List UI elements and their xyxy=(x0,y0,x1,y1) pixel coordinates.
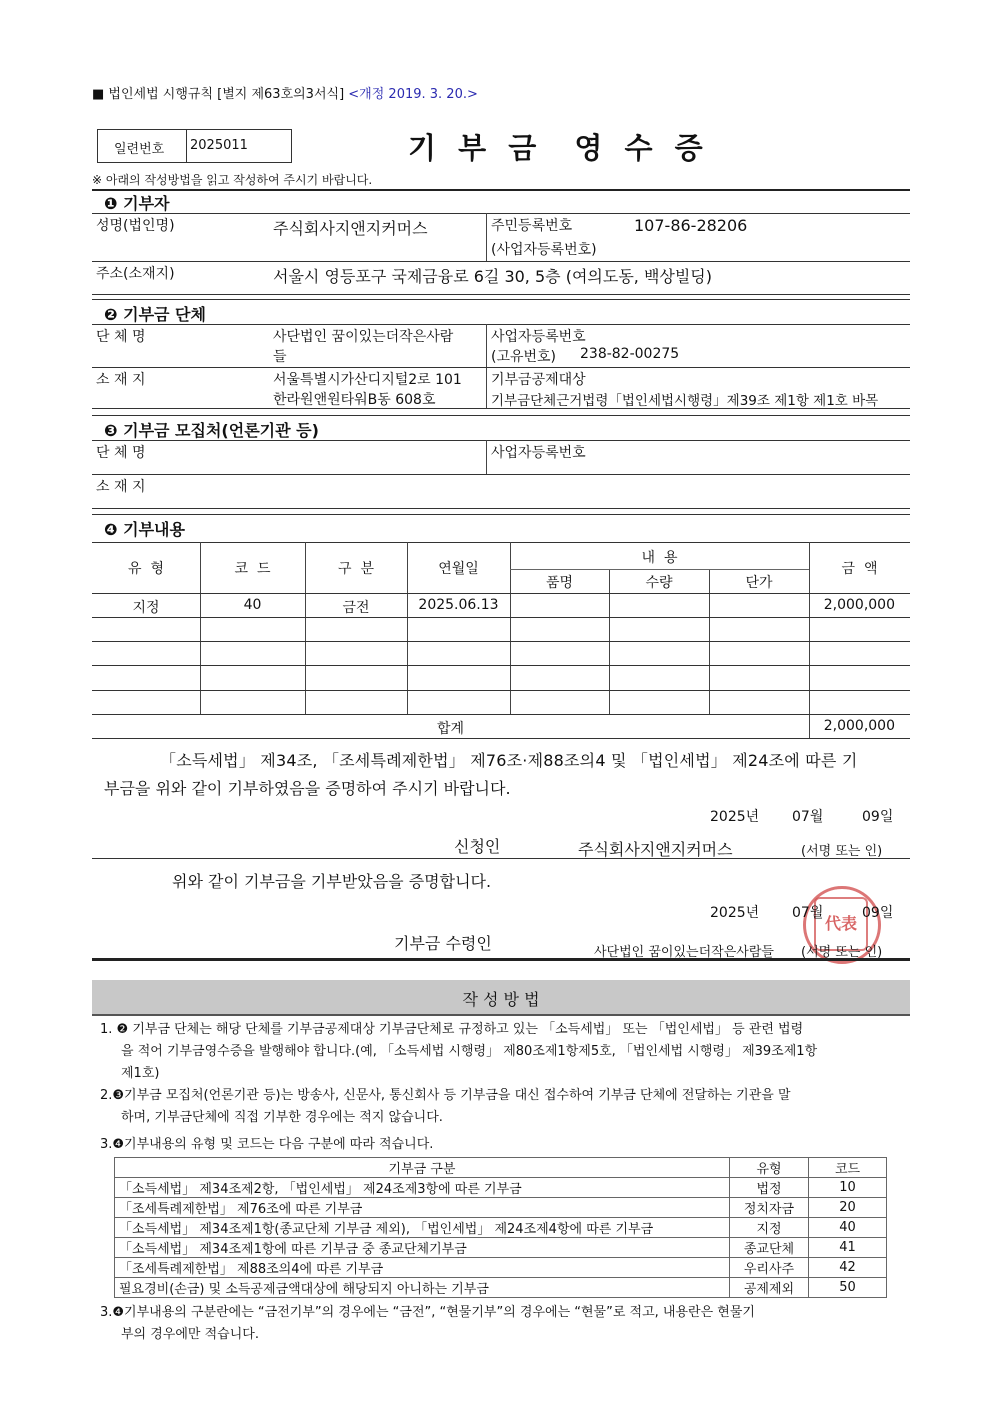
receive-month: 07월 xyxy=(792,905,824,921)
donor-address-label: 주소(소재지) xyxy=(96,266,175,282)
code-value: 42 xyxy=(809,1258,887,1278)
receiver-label: 기부금 수령인 xyxy=(394,934,492,953)
recruiter-name-label: 단 체 명 xyxy=(96,445,146,461)
form-reference: ■ 법인세법 시행규칙 [별지 제63호의3서식] <개정 2019. 3. 20.> xyxy=(92,87,478,102)
instruction-2-line1: 2.❸기부금 모집처(언론기관 등)는 방송사, 신문사, 통신회사 등 기부금을 대신 접수하여 기부금 단체에 전달하는 기관을 말 xyxy=(100,1088,791,1103)
code-value: 40 xyxy=(809,1218,887,1238)
org-name-line1: 사단법인 꿈이있는더작은사람 xyxy=(273,329,454,345)
instruction-4-line1: 3.❹기부내용의 구분란에는 “금전기부”의 경우에는 “금전”, “현물기부”의 경우에는 “현물”로 적고, 내용란은 현물기 xyxy=(100,1305,755,1320)
org-name-line2: 들 xyxy=(273,349,287,365)
code-value: 50 xyxy=(809,1278,887,1298)
instructions-title: 작 성 방 법 xyxy=(462,990,540,1009)
code-desc: 「조세특례제한법」 제88조의4에 따른 기부금 xyxy=(115,1258,730,1278)
receive-year: 2025년 xyxy=(710,905,760,921)
code-type: 정치자금 xyxy=(730,1198,809,1218)
apply-day: 09일 xyxy=(862,809,894,825)
cell-date: 2025.06.13 xyxy=(418,597,499,613)
code-desc: 「소득세법」 제34조제2항, 「법인세법」 제24조제3항에 따른 기부금 xyxy=(115,1178,730,1198)
declaration-line2: 부금을 위와 같이 기부하였음을 증명하여 주시기 바랍니다. xyxy=(104,779,511,798)
table-row xyxy=(115,1218,887,1238)
code-value: 41 xyxy=(809,1238,887,1258)
serial-label: 일련번호 xyxy=(114,142,165,157)
table-row xyxy=(115,1258,887,1278)
instruction-1-line1: 1. ❷ 기부금 단체는 해당 단체를 기부금공제대상 기부금단체로 규정하고 있는 「소득세법」 또는 「법인세법」 등 관련 법령 xyxy=(100,1022,804,1037)
total-label: 합계 xyxy=(436,721,465,737)
donor-address: 서울시 영등포구 국제금융로 6길 30, 5층 (여의도동, 백상빌딩) xyxy=(273,267,713,286)
apply-year: 2025년 xyxy=(710,809,760,825)
donor-id-sublabel: (사업자등록번호) xyxy=(491,242,597,258)
code-table-header: 코드 xyxy=(809,1158,887,1178)
col-code: 코 드 xyxy=(234,561,271,577)
table-row xyxy=(115,1238,887,1258)
col-type: 유 형 xyxy=(128,561,164,577)
donor-name-label: 성명(법인명) xyxy=(96,218,175,234)
donor-id-value: 107-86-28206 xyxy=(634,216,748,235)
seal-mark: 代表 xyxy=(814,897,868,951)
instruction-3-intro: 3.❹기부내용의 유형 및 코드는 다음 구분에 따라 적습니다. xyxy=(100,1137,434,1152)
code-type: 종교단체 xyxy=(730,1238,809,1258)
col-date: 연월일 xyxy=(438,561,479,577)
apply-month: 07월 xyxy=(792,809,824,825)
section-donor-title: ❶ 기부자 xyxy=(104,194,170,213)
code-type: 지정 xyxy=(730,1218,809,1238)
org-location-line1: 서울특별시가산디지털2로 101 xyxy=(273,372,462,388)
code-type: 우리사주 xyxy=(730,1258,809,1278)
section-recruiter-title: ❸ 기부금 모집처(언론기관 등) xyxy=(104,421,319,440)
org-name-label: 단 체 명 xyxy=(96,329,146,345)
donor-name: 주식회사지앤지커머스 xyxy=(273,219,428,238)
instruction-1-line2: 을 적어 기부금영수증을 발행해야 합니다.(예, 「소득세법 시행령」 제80조제1항제5호, 「법인세법 시행령」 제39조제1항 xyxy=(121,1044,818,1059)
code-type: 법정 xyxy=(730,1178,809,1198)
code-table-header: 기부금 구분 xyxy=(115,1158,730,1178)
instructions-header xyxy=(92,980,910,1016)
cell-category: 금전 xyxy=(342,600,370,616)
table-row xyxy=(115,1178,887,1198)
org-basis-text: 기부금단체근거법령「법인세법시행령」제39조 제1항 제1호 바목 xyxy=(491,393,879,409)
table-row xyxy=(115,1198,887,1218)
org-biz-value: 238-82-00275 xyxy=(580,346,680,362)
table-row xyxy=(115,1278,887,1298)
recruiter-location-label: 소 재 지 xyxy=(96,479,146,495)
org-biz-sublabel: (고유번호) xyxy=(491,349,557,365)
code-desc: 필요경비(손금) 및 소득공제금액대상에 해당되지 아니하는 기부금 xyxy=(115,1278,730,1298)
instruction-1-line3: 제1호) xyxy=(121,1066,160,1081)
receiver-name: 사단법인 꿈이있는더작은사람들 xyxy=(594,945,774,960)
declaration-line1: 「소득세법」 제34조, 「조세특례제한법」 제76조·제88조의4 및 「법인세법」 제24조에 따른 기 xyxy=(160,751,858,770)
col-category: 구 분 xyxy=(338,561,374,577)
org-location-label: 소 재 지 xyxy=(96,372,146,388)
applicant-sign: (서명 또는 인) xyxy=(801,844,883,859)
cell-type: 지정 xyxy=(132,600,160,616)
code-desc: 「소득세법」 제34조제1항에 따른 기부금 중 종교단체기부금 xyxy=(115,1238,730,1258)
receive-day: 09일 xyxy=(862,905,894,921)
instruction-4-line2: 부의 경우에만 적습니다. xyxy=(121,1327,259,1342)
cell-amount: 2,000,000 xyxy=(823,597,895,613)
col-amount: 금 액 xyxy=(841,561,878,577)
col-price: 단가 xyxy=(745,575,773,591)
cell-code: 40 xyxy=(243,597,262,613)
col-content: 내 용 xyxy=(641,550,678,566)
revision-note: <개정 2019. 3. 20.> xyxy=(348,87,478,102)
receiver-sign: (서명 또는 인) xyxy=(801,945,883,960)
donor-id-label: 주민등록번호 xyxy=(491,218,573,234)
serial-box xyxy=(97,129,292,163)
org-basis-label: 기부금공제대상 xyxy=(491,372,586,388)
document-title: 기 부 금 영 수 증 xyxy=(408,131,709,165)
notice-text: ※ 아래의 작성방법을 읽고 작성하여 주시기 바랍니다. xyxy=(92,173,373,187)
serial-value: 2025011 xyxy=(190,138,248,153)
applicant-name: 주식회사지앤지커머스 xyxy=(578,840,733,859)
section-donation-title: ❹ 기부내용 xyxy=(104,520,185,539)
code-table xyxy=(114,1157,887,1298)
confirm-text: 위와 같이 기부금을 기부받았음을 증명합니다. xyxy=(172,872,492,891)
col-qty: 수량 xyxy=(645,575,673,591)
applicant-label: 신청인 xyxy=(454,837,501,856)
col-item: 품명 xyxy=(545,575,574,591)
org-biz-label: 사업자등록번호 xyxy=(491,329,586,345)
code-value: 10 xyxy=(809,1178,887,1198)
instruction-2-line2: 하며, 기부금단체에 직접 기부한 경우에는 적지 않습니다. xyxy=(121,1110,443,1125)
code-desc: 「조세특례제한법」 제76조에 따른 기부금 xyxy=(115,1198,730,1218)
section-org-title: ❷ 기부금 단체 xyxy=(104,305,206,324)
code-desc: 「소득세법」 제34조제1항(종교단체 기부금 제외), 「법인세법」 제24조제4항에 따른 기부금 xyxy=(115,1218,730,1238)
code-value: 20 xyxy=(809,1198,887,1218)
code-table-header: 유형 xyxy=(730,1158,809,1178)
recruiter-biz-label: 사업자등록번호 xyxy=(491,445,586,461)
total-value: 2,000,000 xyxy=(823,718,895,734)
code-type: 공제제외 xyxy=(730,1278,809,1298)
org-location-line2: 한라원앤원타워B동 608호 xyxy=(273,392,436,408)
